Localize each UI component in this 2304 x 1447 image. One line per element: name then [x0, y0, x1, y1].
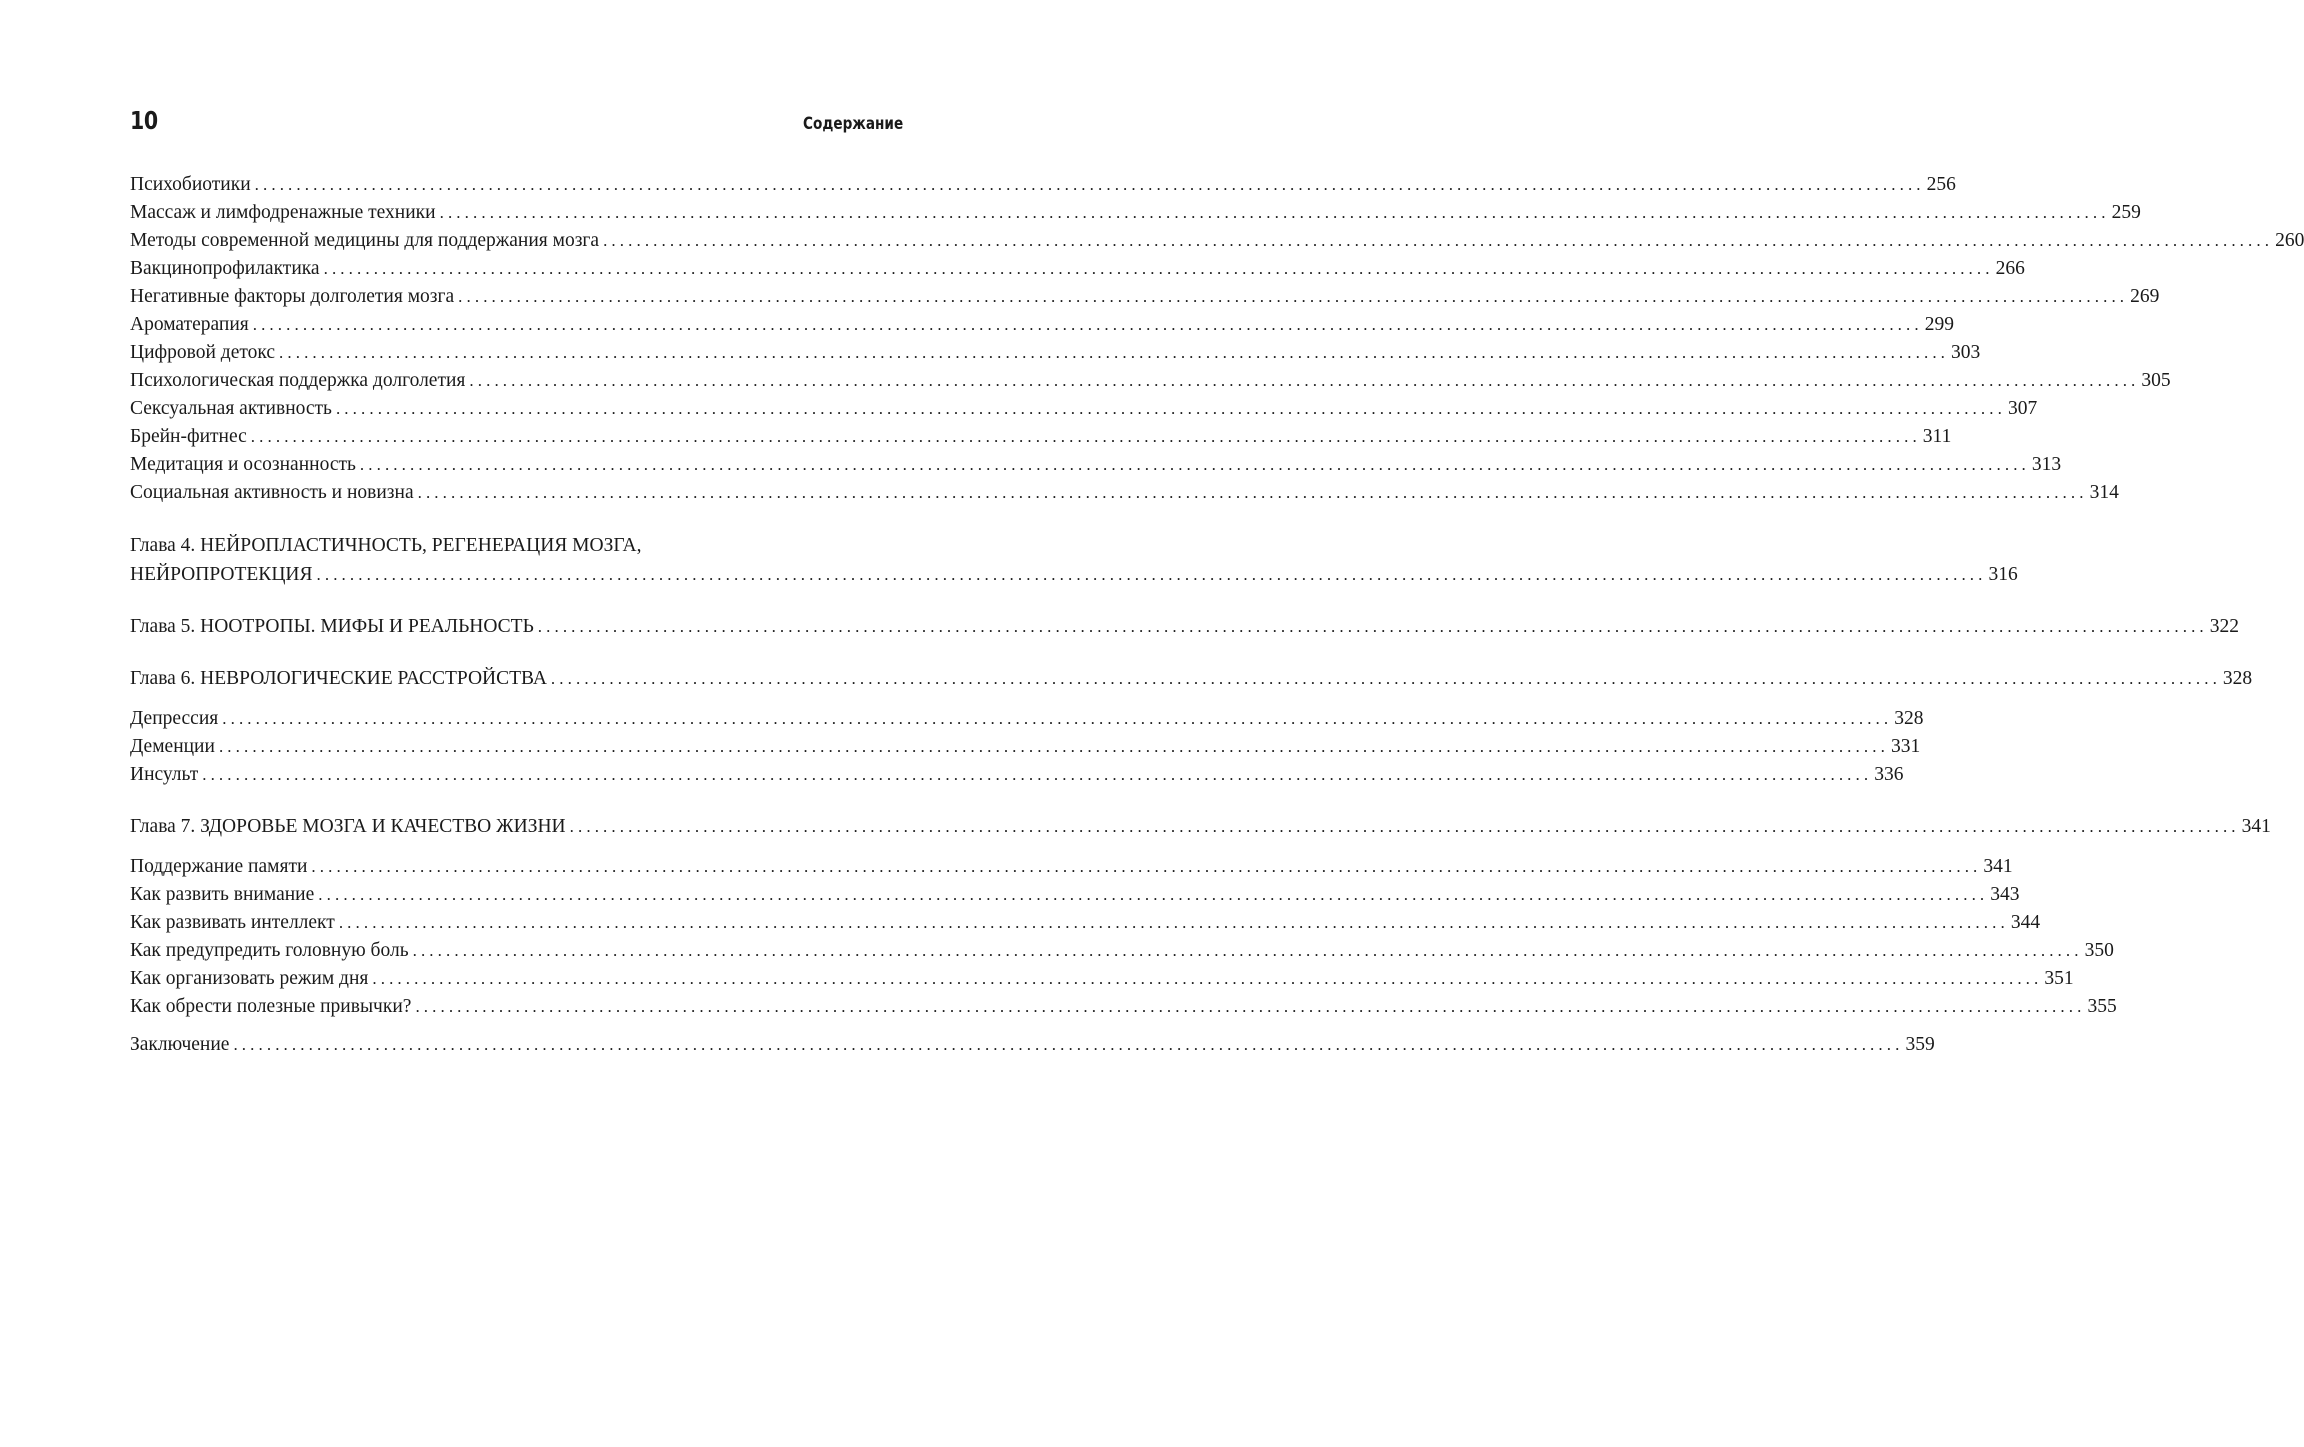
spacer	[130, 1021, 903, 1031]
toc-entry	[130, 311, 1954, 339]
toc-section-6	[130, 705, 1924, 789]
toc-entry	[130, 367, 2171, 395]
chapter-title-line2: НЕЙРОПРОТЕКЦИЯ	[130, 564, 313, 585]
dot-leader: ........................................................................................................................................................................................................	[415, 997, 2086, 1016]
toc-entry-title: Заключение	[130, 1034, 230, 1055]
toc-entry-title: Психологическая поддержка долголетия	[130, 370, 466, 391]
toc-entry	[130, 561, 2018, 589]
toc-entry-title: Как развить внимание	[130, 884, 315, 905]
toc-entry-page: 328	[2222, 668, 2253, 689]
toc-entry	[130, 227, 2304, 255]
toc-entry	[130, 479, 2119, 507]
toc-entry-page: 336	[1874, 764, 1904, 785]
dot-leader: ........................................................................................................................................................................................................	[338, 913, 2009, 932]
toc-chapter-4	[130, 531, 2018, 589]
spacer	[130, 693, 903, 705]
dot-leader: ........................................................................................................................................................................................................	[335, 399, 2006, 418]
toc-entry-title: Как предупредить головную боль	[130, 940, 409, 961]
toc-entry-page: 328	[1894, 708, 1924, 729]
toc-entry-page: 303	[1951, 342, 1981, 363]
toc-entry-page: 344	[2010, 912, 2041, 933]
toc-entry	[130, 451, 2062, 479]
dot-leader: ........................................................................................................................................................................................................	[439, 203, 2110, 222]
dot-leader: ........................................................................................................................................................................................................	[218, 737, 1889, 756]
toc-entry	[130, 761, 1904, 789]
toc-entry-title: Инсульт	[130, 764, 199, 785]
toc-entry-page: 343	[1990, 884, 2020, 905]
dot-leader: ........................................................................................................................................................................................................	[316, 565, 1987, 584]
dot-leader: ........................................................................................................................................................................................................	[254, 175, 1925, 194]
dot-leader: ........................................................................................................................................................................................................	[233, 1035, 1904, 1054]
toc-entry-title: Как развивать интеллект	[130, 912, 335, 933]
toc-entry	[130, 423, 1952, 451]
dot-leader: ........................................................................................................................................................................................................	[603, 231, 2274, 250]
toc-entry	[130, 909, 2041, 937]
toc-entry	[130, 881, 2020, 909]
dot-leader: ........................................................................................................................................................................................................	[318, 885, 1989, 904]
toc-entry-page: 316	[1988, 564, 2018, 585]
toc-entry-title: Поддержание памяти	[130, 856, 308, 877]
toc-entry-page: 269	[2130, 286, 2160, 307]
toc-entry-title: Психобиотики	[130, 174, 251, 195]
spacer	[130, 641, 903, 665]
toc-entry	[130, 283, 2160, 311]
toc-entry-title: Вакцинопрофилактика	[130, 258, 320, 279]
toc-entry-title: Ароматерапия	[130, 314, 249, 335]
toc-entry	[130, 255, 2025, 283]
toc-entry-page: 341	[2241, 816, 2271, 837]
dot-leader: ........................................................................................................................................................................................................	[323, 259, 1994, 278]
toc-entry-page: 350	[2084, 940, 2114, 961]
spacer	[130, 589, 903, 613]
toc-entry	[130, 853, 2013, 881]
toc-entry	[130, 705, 1924, 733]
dot-leader: ........................................................................................................................................................................................................	[372, 969, 2043, 988]
dot-leader: ........................................................................................................................................................................................................	[550, 669, 2221, 688]
toc-entry	[130, 993, 2117, 1021]
toc-entry-page: 355	[2087, 996, 2117, 1017]
toc-entry-title: Медитация и осознанность	[130, 454, 356, 475]
toc-entry-page: 299	[1924, 314, 1954, 335]
toc-entry	[130, 733, 1921, 761]
toc-chapter-5	[130, 613, 2240, 641]
toc-entry-page: 307	[2007, 398, 2038, 419]
toc-entry-title: Сексуальная активность	[130, 398, 332, 419]
toc-entry-page: 341	[1983, 856, 2013, 877]
toc-chapter-6	[130, 665, 2253, 693]
toc-entry-title: Социальная активность и новизна	[130, 482, 414, 503]
toc-entry-title: Массаж и лимфодренажные техники	[130, 202, 436, 223]
toc-conclusion	[130, 1031, 1935, 1059]
toc-entry-page: 266	[1995, 258, 2025, 279]
dot-leader: ........................................................................................................................................................................................................	[252, 315, 1923, 334]
dot-leader: ........................................................................................................................................................................................................	[569, 817, 2240, 836]
dot-leader: ........................................................................................................................................................................................................	[469, 371, 2140, 390]
running-header	[130, 106, 903, 140]
toc-section-7	[130, 853, 2117, 1021]
toc-section-1	[130, 171, 2304, 507]
spacer	[130, 789, 903, 813]
dot-leader: ........................................................................................................................................................................................................	[537, 617, 2208, 636]
toc-entry-title: Цифровой детокс	[130, 342, 276, 363]
dot-leader: ........................................................................................................................................................................................................	[202, 765, 1873, 784]
dot-leader: ........................................................................................................................................................................................................	[279, 343, 1950, 362]
toc-entry-page: 322	[2209, 616, 2240, 637]
toc-entry	[130, 339, 1981, 367]
dot-leader: ........................................................................................................................................................................................................	[250, 427, 1921, 446]
chapter-title: Глава 7. ЗДОРОВЬЕ МОЗГА И КАЧЕСТВО ЖИЗНИ	[130, 816, 566, 837]
page-number: 10	[130, 106, 158, 135]
dot-leader: ........................................................................................................................................................................................................	[412, 941, 2083, 960]
dot-leader: ........................................................................................................................................................................................................	[359, 455, 2030, 474]
toc-entry	[130, 965, 2074, 993]
dot-leader: ........................................................................................................................................................................................................	[311, 857, 1982, 876]
spacer	[130, 507, 903, 531]
toc-entry-page: 314	[2089, 482, 2119, 503]
toc-entry	[130, 937, 2114, 965]
toc-entry	[130, 395, 2038, 423]
toc-entry-title: Негативные факторы долголетия мозга	[130, 286, 455, 307]
toc-entry-title: Деменции	[130, 736, 215, 757]
toc-entry	[130, 171, 1956, 199]
toc-entry-title: Как обрести полезные привычки?	[130, 996, 412, 1017]
toc-entry-page: 311	[1922, 426, 1952, 447]
running-title: Содержание	[802, 114, 903, 134]
toc-entry-page: 260	[2275, 230, 2304, 251]
table-of-contents	[130, 171, 2304, 1059]
toc-chapter-7	[130, 813, 2271, 841]
dot-leader: ........................................................................................................................................................................................................	[458, 287, 2129, 306]
dot-leader: ........................................................................................................................................................................................................	[222, 709, 1893, 728]
chapter-title-line1: Глава 4. НЕЙРОПЛАСТИЧНОСТЬ, РЕГЕНЕРАЦИЯ МОЗГА,	[130, 535, 642, 556]
dot-leader: ........................................................................................................................................................................................................	[417, 483, 2088, 502]
toc-entry-page: 259	[2111, 202, 2141, 223]
toc-entry-page: 351	[2044, 968, 2074, 989]
toc-entry-page: 256	[1926, 174, 1956, 195]
chapter-title: Глава 6. НЕВРОЛОГИЧЕСКИЕ РАССТРОЙСТВА	[130, 668, 547, 689]
toc-entry-title: Методы современной медицины для поддержания мозга	[130, 230, 600, 251]
toc-entry-title: Брейн-фитнес	[130, 426, 247, 447]
toc-entry	[130, 199, 2141, 227]
chapter-title: Глава 5. НООТРОПЫ. МИФЫ И РЕАЛЬНОСТЬ	[130, 616, 534, 637]
toc-entry-title: Как организовать режим дня	[130, 968, 369, 989]
toc-entry-page: 305	[2141, 370, 2171, 391]
toc-entry-page: 331	[1890, 736, 1921, 757]
toc-entry-title: Депрессия	[130, 708, 219, 729]
spacer	[130, 841, 903, 853]
toc-entry-page: 359	[1905, 1034, 1935, 1055]
toc-entry-page: 313	[2031, 454, 2062, 475]
